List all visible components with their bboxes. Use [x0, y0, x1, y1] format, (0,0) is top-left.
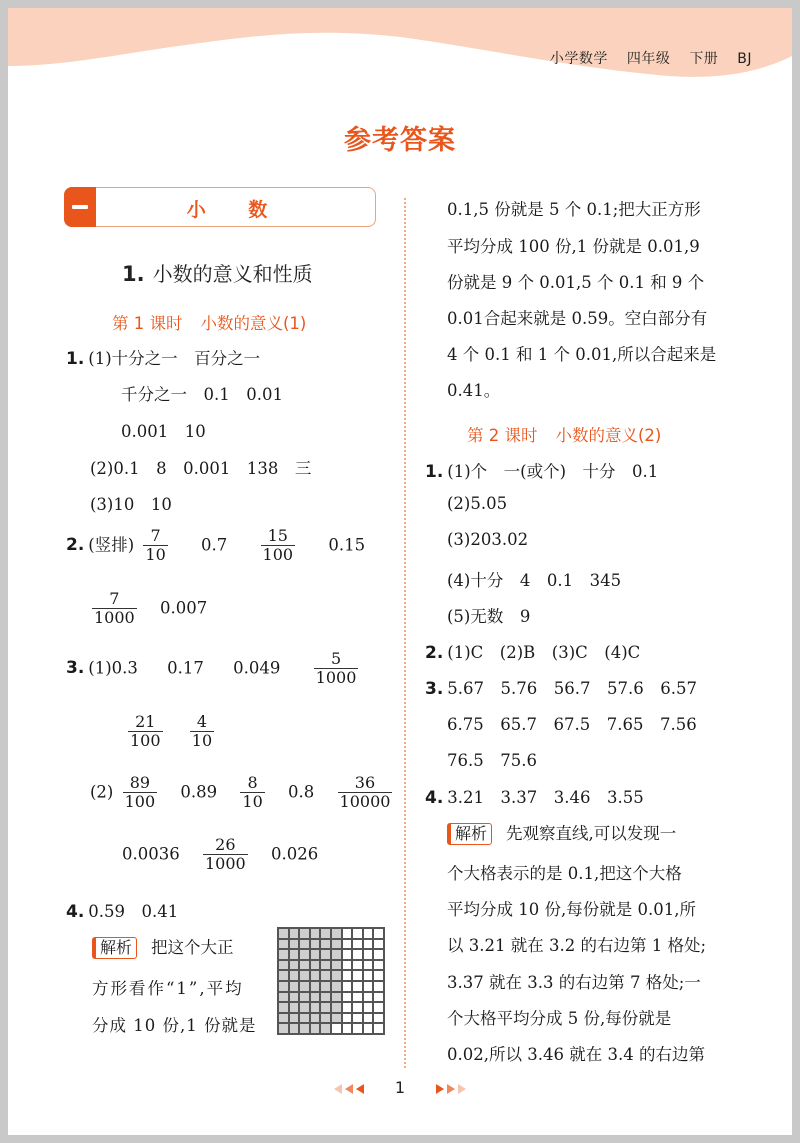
- fraction: $\frac{15}{100}$: [262, 526, 294, 565]
- volume-label: 下册: [689, 51, 719, 67]
- grid-cell: [289, 949, 300, 960]
- grade-label: 四年级: [626, 51, 671, 67]
- lesson-title: 小数的意义(1): [200, 314, 307, 333]
- answer-value: 0.026: [270, 844, 319, 864]
- grid-cell: [373, 1002, 384, 1013]
- grid-cell: [352, 970, 363, 981]
- answer-q1-line1: [66, 345, 260, 369]
- fraction: $\frac{26}{1000}$: [204, 835, 246, 874]
- section-number: 1.: [122, 262, 145, 286]
- answer-q1-line4: (2)0.1 8 0.001 138 三: [90, 459, 312, 478]
- analysis-badge: 解析: [447, 823, 492, 845]
- grid-cell: [363, 992, 374, 1003]
- grid-cell: [278, 970, 289, 981]
- answer-q3-line1: [66, 650, 362, 688]
- page-footer: [8, 1078, 792, 1097]
- r-answer-q2: [425, 639, 640, 663]
- grid-cell: [299, 1002, 310, 1013]
- answer-value: 0.7: [201, 535, 228, 555]
- column-divider: [404, 198, 406, 1068]
- continuation-line-4: 0.01合起来就是 0.59。空白部分有: [447, 309, 708, 328]
- r-analysis-line-7: 0.02,所以 3.46 就在 3.4 的右边第: [447, 1045, 705, 1064]
- grid-cell: [352, 1002, 363, 1013]
- triple-right-arrow-icon: [434, 1078, 467, 1097]
- grid-cell: [342, 960, 353, 971]
- grid-cell: [320, 960, 331, 971]
- grid-cell: [373, 970, 384, 981]
- grid-cell: [299, 1013, 310, 1024]
- grid-cell: [310, 939, 321, 950]
- grid-cell: [342, 949, 353, 960]
- grid-cell: [310, 928, 321, 939]
- grid-cell: [289, 981, 300, 992]
- section-heading: [122, 258, 313, 287]
- answer-text: (1)十分之一 百分之一: [88, 349, 261, 368]
- grid-cell: [363, 939, 374, 950]
- grid-cell: [310, 960, 321, 971]
- grid-cell: [289, 970, 300, 981]
- grid-cell: [320, 1023, 331, 1034]
- grid-cell: [363, 928, 374, 939]
- page-number: 1: [394, 1078, 406, 1097]
- grid-cell: [363, 1002, 374, 1013]
- answer-text: 5.67 5.76 56.7 57.6 6.57: [447, 679, 697, 698]
- grid-cell: [331, 939, 342, 950]
- unit-title: 小 数: [186, 199, 286, 221]
- grid-cell: [299, 970, 310, 981]
- answer-text: (1): [88, 658, 112, 678]
- grid-cell: [320, 939, 331, 950]
- grid-cell: [352, 1013, 363, 1024]
- grid-cell: [352, 928, 363, 939]
- grid-cell: [373, 939, 384, 950]
- grid-cell: [352, 939, 363, 950]
- grid-cell: [289, 928, 300, 939]
- unit-number-badge: [64, 187, 96, 227]
- grid-cell: [289, 960, 300, 971]
- answer-q1-line5: (3)10 10: [90, 495, 172, 514]
- r-answer-q1-line2: (2)5.05: [447, 494, 508, 513]
- grid-cell: [373, 1013, 384, 1024]
- fraction: $\frac{7}{10}$: [145, 526, 166, 565]
- question-number: 2.: [66, 535, 85, 556]
- analysis-badge: 解析: [92, 937, 137, 959]
- grid-cell: [310, 1023, 321, 1034]
- r-analysis-line-3: 平均分成 10 份,每份就是 0.01,所: [447, 900, 696, 919]
- grid-cell: [299, 960, 310, 971]
- answer-text: 3.21 3.37 3.46 3.55: [447, 788, 644, 807]
- grid-cell: [342, 1002, 353, 1013]
- question-number: 3.: [425, 679, 444, 699]
- grid-cell: [363, 960, 374, 971]
- answer-text: (1)个 一(或个) 十分 0.1: [447, 462, 659, 481]
- grid-cell: [342, 1013, 353, 1024]
- grid-cell: [289, 1002, 300, 1013]
- grid-cell: [352, 949, 363, 960]
- grid-cell: [331, 970, 342, 981]
- question-number: 4.: [66, 902, 85, 922]
- answer-q3-line2: [124, 713, 218, 751]
- grid-cell: [373, 960, 384, 971]
- grid-cell: [363, 949, 374, 960]
- grid-cell: [278, 960, 289, 971]
- r-analysis-line-5: 3.37 就在 3.3 的右边第 7 格处;一: [447, 973, 701, 992]
- grid-cell: [310, 981, 321, 992]
- grid-cell: [320, 949, 331, 960]
- continuation-line-6: 0.41。: [447, 381, 501, 400]
- answer-q1-line2: 千分之一 0.1 0.01: [121, 385, 283, 404]
- continuation-line-3: 份就是 9 个 0.01,5 个 0.1 和 9 个: [447, 273, 705, 292]
- grid-cell: [363, 1023, 374, 1034]
- grid-cell: [310, 992, 321, 1003]
- edition-label: BJ: [737, 51, 752, 67]
- grid-cell: [342, 970, 353, 981]
- r-answer-q3-line2: 6.75 65.7 67.5 7.65 7.56: [447, 715, 697, 734]
- answer-q2-line2: [88, 590, 207, 628]
- grid-cell: [278, 939, 289, 950]
- answer-text: (竖排): [88, 535, 135, 555]
- grid-cell: [331, 1023, 342, 1034]
- fraction: $\frac{8}{10}$: [242, 773, 263, 812]
- lesson-heading-2: [467, 422, 661, 446]
- answer-value: 0.17: [167, 658, 204, 678]
- grid-cell: [363, 981, 374, 992]
- grid-cell: [299, 1023, 310, 1034]
- fraction: $\frac{89}{100}$: [124, 773, 156, 812]
- lesson-heading-1: [112, 310, 306, 334]
- grid-cell: [331, 1002, 342, 1013]
- lesson-label: 第 1 课时: [112, 314, 183, 333]
- page-title: 参考答案: [344, 125, 456, 156]
- grid-cell: [320, 1013, 331, 1024]
- grid-cell: [352, 981, 363, 992]
- unit-banner: [64, 187, 376, 227]
- grid-cell: [373, 928, 384, 939]
- lesson-title: 小数的意义(2): [555, 426, 662, 445]
- grid-cell: [373, 1023, 384, 1034]
- answer-q1-line3: 0.001 10: [121, 422, 206, 441]
- grid-cell: [342, 939, 353, 950]
- grid-cell: [320, 992, 331, 1003]
- grid-cell: [278, 1002, 289, 1013]
- grid-cell: [310, 949, 321, 960]
- grid-cell: [289, 1013, 300, 1024]
- answer-value: 0.8: [288, 782, 315, 802]
- grid-cell: [363, 1013, 374, 1024]
- fraction: $\frac{21}{100}$: [130, 712, 161, 751]
- analysis-line-1: [92, 934, 234, 959]
- grid-cell: [331, 1013, 342, 1024]
- answer-q2-line1: [66, 527, 365, 565]
- hundred-square-grid: [277, 927, 385, 1035]
- analysis-text: 先观察直线,可以发现一: [506, 824, 677, 843]
- grid-cell: [299, 992, 310, 1003]
- analysis-line-3: 分成 10 份,1 份就是: [92, 1016, 257, 1035]
- r-analysis-line-1: [447, 820, 676, 845]
- grid-cell: [299, 939, 310, 950]
- grid-cell: [373, 981, 384, 992]
- question-number: 2.: [425, 643, 444, 663]
- r-answer-q3-line1: [425, 675, 697, 699]
- answer-value: 0.89: [180, 782, 218, 802]
- r-analysis-line-6: 个大格平均分成 5 份,每份就是: [447, 1009, 672, 1028]
- grid-cell: [289, 939, 300, 950]
- lesson-label: 第 2 课时: [467, 426, 538, 445]
- r-analysis-line-2: 个大格表示的是 0.1,把这个大格: [447, 864, 682, 883]
- r-answer-q3-line3: 76.5 75.6: [447, 751, 537, 770]
- continuation-line-1: 0.1,5 份就是 5 个 0.1;把大正方形: [447, 200, 701, 219]
- answer-value: 0.3: [111, 658, 138, 678]
- answer-value: 0.007: [159, 598, 208, 618]
- answer-q4: [66, 898, 178, 922]
- grid-cell: [331, 981, 342, 992]
- grid-cell: [342, 1023, 353, 1034]
- continuation-line-5: 4 个 0.1 和 1 个 0.01,所以合起来是: [447, 345, 717, 364]
- fraction: $\frac{7}{1000}$: [94, 589, 135, 628]
- r-analysis-line-4: 以 3.21 就在 3.2 的右边第 1 格处;: [447, 936, 707, 955]
- grid-cell: [278, 928, 289, 939]
- grid-cell: [310, 1002, 321, 1013]
- grid-cell: [342, 992, 353, 1003]
- grid-cell: [278, 1013, 289, 1024]
- grid-cell: [342, 928, 353, 939]
- answer-text: (1)C (2)B (3)C (4)C: [447, 643, 641, 662]
- fraction: $\frac{5}{1000}$: [315, 649, 357, 688]
- grid-cell: [331, 992, 342, 1003]
- grid-cell: [278, 992, 289, 1003]
- dash-icon: [72, 205, 88, 209]
- grid-cell: [299, 949, 310, 960]
- answer-text: (2): [90, 782, 114, 802]
- grid-cell: [331, 949, 342, 960]
- grid-cell: [310, 970, 321, 981]
- grid-cell: [320, 981, 331, 992]
- grid-cell: [342, 981, 353, 992]
- grid-cell: [320, 928, 331, 939]
- grid-cell: [299, 981, 310, 992]
- question-number: 1.: [425, 462, 444, 482]
- continuation-line-2: 平均分成 100 份,1 份就是 0.01,9: [447, 237, 700, 256]
- grid-cell: [310, 1013, 321, 1024]
- grid-cell: [352, 960, 363, 971]
- section-title: 小数的意义和性质: [152, 262, 313, 286]
- grid-cell: [289, 1023, 300, 1034]
- grid-cell: [352, 1023, 363, 1034]
- grid-cell: [352, 992, 363, 1003]
- grid-cell: [299, 928, 310, 939]
- question-number: 1.: [66, 349, 85, 369]
- r-answer-q4: [425, 784, 644, 808]
- r-answer-q1-line5: (5)无数 9: [447, 607, 531, 626]
- question-number: 3.: [66, 658, 85, 679]
- analysis-line-2: 方形看作“1”,平均: [92, 979, 244, 998]
- fraction: $\frac{36}{10000}$: [339, 773, 391, 812]
- answer-q3-line4: [122, 836, 318, 874]
- question-number: 4.: [425, 788, 444, 808]
- grid-cell: [363, 970, 374, 981]
- grid-cell: [331, 960, 342, 971]
- grid-cell: [278, 1023, 289, 1034]
- r-answer-q1-line4: (4)十分 4 0.1 345: [447, 571, 622, 590]
- grid-cell: [373, 949, 384, 960]
- answer-value: 0.15: [328, 535, 366, 555]
- grid-cell: [331, 928, 342, 939]
- triple-left-arrow-icon: [333, 1078, 371, 1097]
- grid-cell: [320, 1002, 331, 1013]
- analysis-text: 把这个大正: [151, 938, 234, 957]
- grid-cell: [289, 992, 300, 1003]
- book-info: [536, 48, 752, 68]
- answer-value: 0.0036: [122, 844, 180, 864]
- r-answer-q1-line1: [425, 458, 658, 482]
- r-answer-q1-line3: (3)203.02: [447, 530, 529, 549]
- page: [8, 8, 792, 1135]
- answer-text: 0.59 0.41: [88, 902, 179, 921]
- grid-cell: [278, 981, 289, 992]
- fraction: $\frac{4}{10}$: [191, 712, 213, 751]
- grid-cell: [320, 970, 331, 981]
- answer-q3-line3: [90, 774, 396, 812]
- answer-value: 0.049: [233, 658, 281, 678]
- grid-cell: [278, 949, 289, 960]
- grid-cell: [373, 992, 384, 1003]
- subject-label: 小学数学: [549, 51, 608, 67]
